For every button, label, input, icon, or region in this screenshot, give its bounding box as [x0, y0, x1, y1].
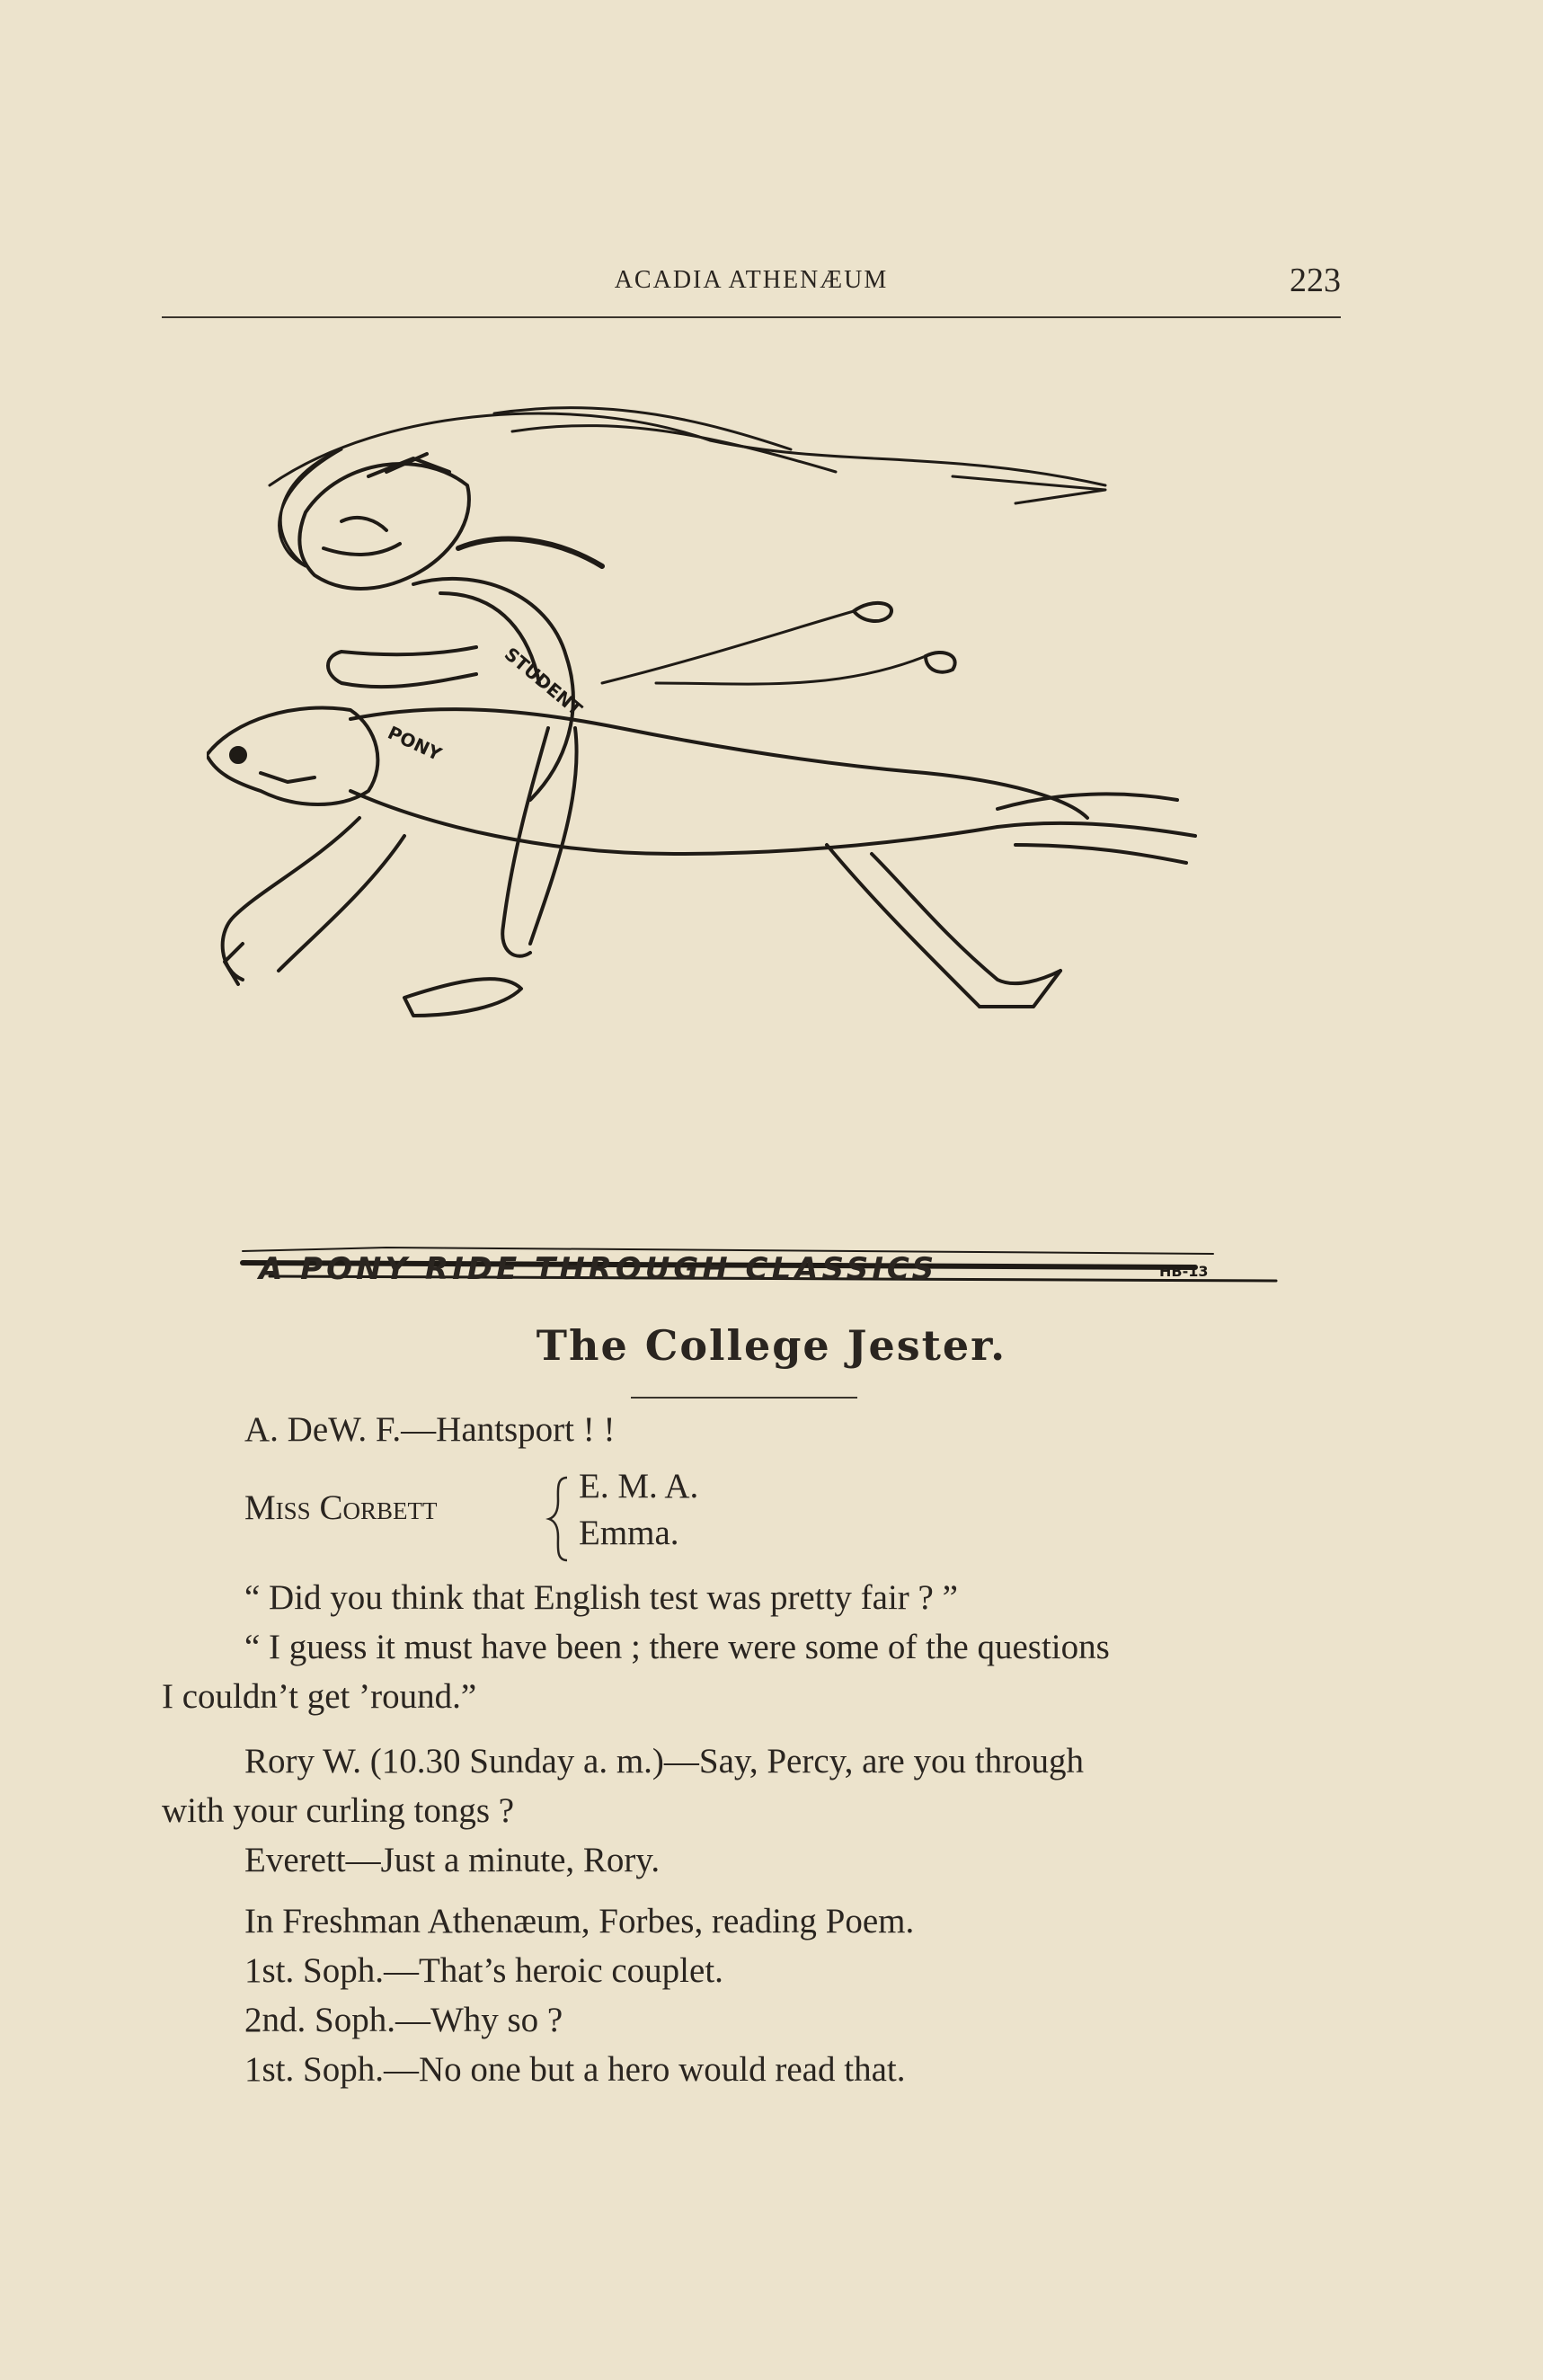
running-head: [162, 257, 1341, 311]
illustration-caption: A PONY RIDE THROUGH CLASSICS: [259, 1251, 938, 1287]
rory-line: with your curling tongs ?: [162, 1791, 515, 1830]
title-rule: [631, 1397, 857, 1399]
curly-brace-icon: [545, 1474, 572, 1564]
quote-line: “ Did you think that English test was pretty fair ? ”: [244, 1578, 958, 1617]
horse-body: [350, 709, 1087, 818]
running-title: ACADIA ATHENÆUM: [614, 266, 889, 294]
speed-line: [270, 413, 1105, 485]
entry-hantsport: A. DeW. F.—Hantsport ! !: [244, 1410, 616, 1449]
brace-item: E. M. A.: [579, 1467, 699, 1505]
freshman-line: In Freshman Athenæum, Forbes, reading Poem.: [244, 1902, 915, 1940]
soph-line: 1st. Soph.—No one but a hero would read that.: [244, 2050, 906, 2089]
header-rule: [162, 316, 1341, 318]
artist-signature: HB-13: [1159, 1263, 1209, 1280]
soph-line: 2nd. Soph.—Why so ?: [244, 2001, 563, 2039]
quote-line: I couldn’t get ’round.”: [162, 1677, 477, 1716]
quote-line: “ I guess it must have been ; there were some of the questions: [244, 1628, 1110, 1666]
rider-label: STUDENT: [500, 643, 587, 721]
everett-line: Everett—Just a minute, Rory.: [244, 1841, 661, 1879]
brace-item: Emma.: [579, 1514, 679, 1552]
page-number: 223: [1290, 262, 1341, 299]
brace-name: Miss Corbett: [244, 1488, 438, 1527]
rory-line: Rory W. (10.30 Sunday a. m.)—Say, Percy, are you through: [244, 1742, 1085, 1781]
horse-label: PONY: [384, 721, 446, 766]
section-title: The College Jester.: [536, 1321, 1007, 1370]
soph-line: 1st. Soph.—That’s heroic couplet.: [244, 1951, 723, 1990]
pony-ride-cartoon: [207, 386, 1321, 1285]
brace-items: [579, 1463, 698, 1557]
